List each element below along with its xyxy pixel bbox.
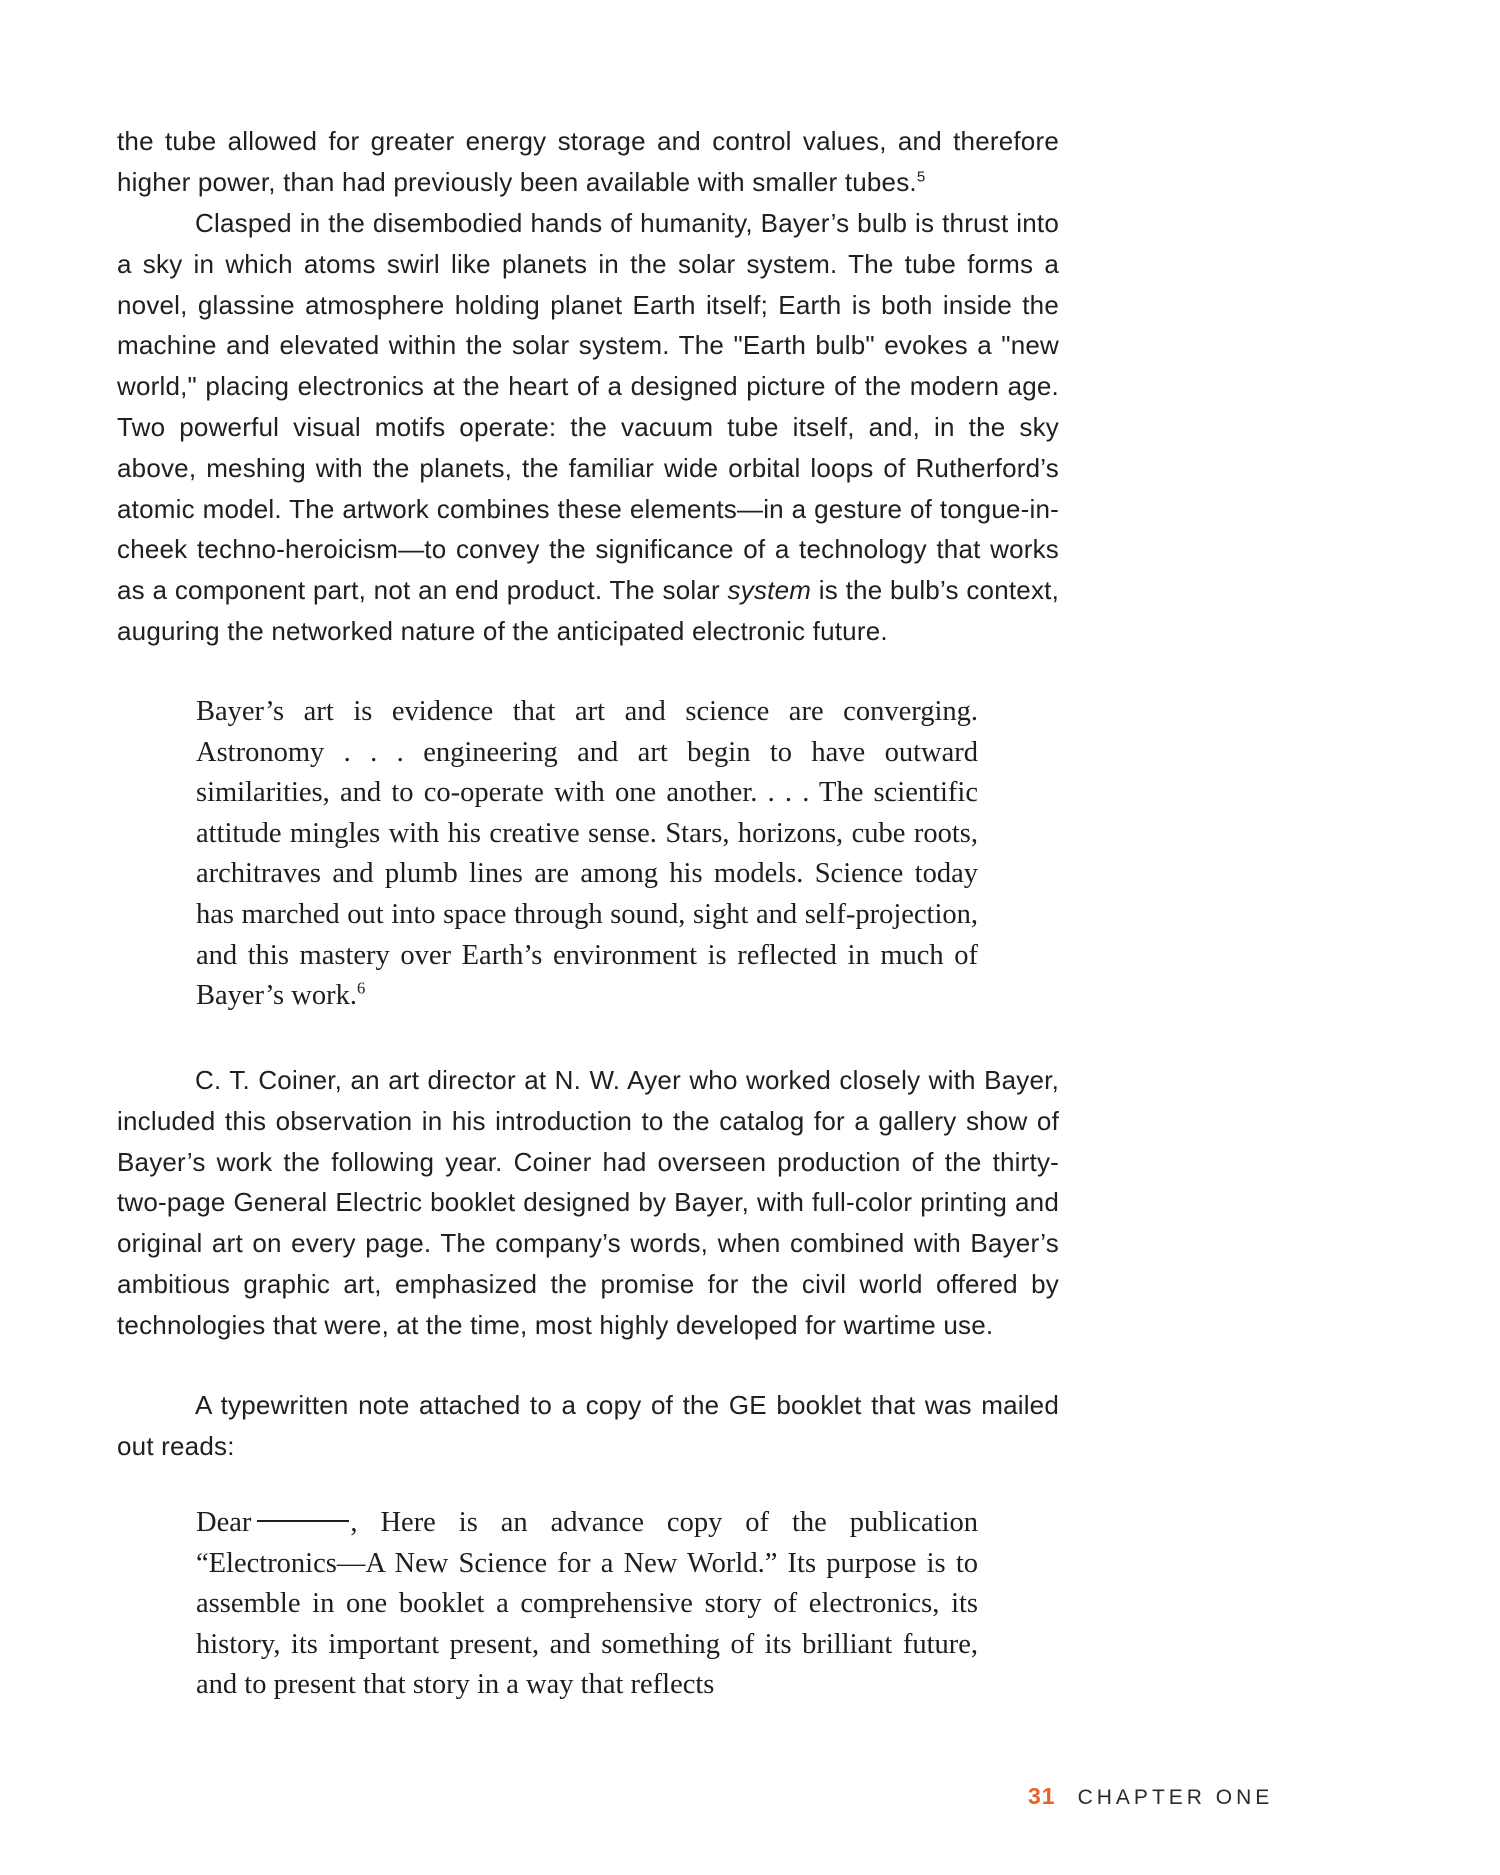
block-quote-letter (196, 1503, 978, 1706)
page-number: 31 (1028, 1783, 1056, 1809)
paragraph-text: is the bulb’s context, auguring the networked nature of the anticipated electronic future. (117, 575, 1059, 646)
paragraph-text: A typewritten note attached to a copy of the GE booklet that was mailed out reads: (117, 1390, 1059, 1461)
paragraph-text: C. T. Coiner, an art director at N. W. Ayer who worked closely with Bayer, included this observation in his introduction to the catalog for a gallery show of Bayer’s work the following year. Coiner had overseen production of the thirty-two-page General Electric booklet designed by Bayer, with full-color printing and original art on every page. The company’s words, when combined with Bayer’s ambitious graphic art, emphasized the promise for the civil world offered by technologies that were, at the time, most highly developed for wartime use. (117, 1065, 1059, 1340)
emphasized-word: system (727, 575, 812, 606)
quote-text: , Here is an advance copy of the publication “Electronics—A New Science for a New World.” Its purpose is to assemble in one booklet a comprehensive story of electronics, its history, its important present, and something of its brilliant future, and to present that story in a way that reflects (196, 1507, 978, 1701)
body-paragraph-coiner (117, 1060, 1059, 1346)
footnote-reference[interactable]: 5 (916, 168, 926, 186)
quote-salutation: Dear (196, 1507, 252, 1538)
body-paragraph-bayer-bulb (117, 203, 1059, 652)
footnote-reference[interactable]: 6 (356, 978, 366, 998)
running-footer-chapter: CHAPTER ONE (1077, 1786, 1274, 1809)
body-paragraph-typewritten-note (117, 1385, 1059, 1467)
name-blank-rule (257, 1520, 349, 1522)
block-quote-coiner (196, 692, 978, 1017)
paragraph-text: the tube allowed for greater energy storage and control values, and therefore higher power, than had previously been available with smaller tubes. (117, 126, 1059, 197)
body-paragraph-continuation (117, 121, 1059, 203)
page-footer (1028, 1783, 1273, 1810)
paragraph-text: Clasped in the disembodied hands of humanity, Bayer’s bulb is thrust into a sky in which atoms swirl like planets in the solar system. The tube forms a novel, glassine atmosphere holding planet Earth itself; Earth is both inside the machine and elevated within the solar system. The "Earth bulb" evokes a "new world," placing electronics at the heart of a designed picture of the modern age. Two powerful visual motifs operate: the vacuum tube itself, and, in the sky above, meshing with the planets, the familiar wide orbital loops of Rutherford’s atomic model. The artwork combines these elements—in a gesture of tongue-in-cheek techno-heroicism—to convey the significance of a technology that works as a component part, not an end product. The solar (117, 208, 1059, 606)
quote-text: Bayer’s art is evidence that art and science are converging. Astronomy . . . engineering and art begin to have outward similarities, and to co-operate with one another. . . . The scientific attitude mingles with his creative sense. Stars, horizons, cube roots, architraves and plumb lines are among his models. Science today has marched out into space through sound, sight and self-projection, and this mastery over Earth’s environment is reflected in much of Bayer’s work. (196, 696, 978, 1012)
